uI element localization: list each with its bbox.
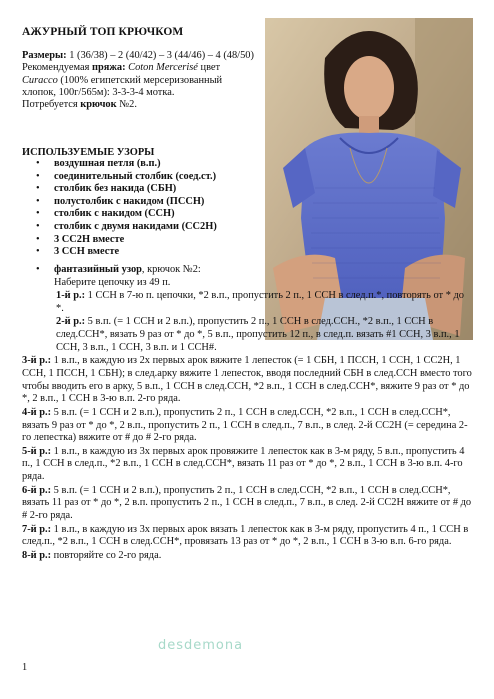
pattern-row xyxy=(22,446,474,484)
intro-block xyxy=(22,50,258,111)
list-item xyxy=(22,234,217,247)
row-text: 1 ССН в 7-ю п. цепочки, *2 в.п., пропустить 2 п., 1 ССН в след.п.*, повторять от * до *. xyxy=(56,290,464,314)
bullet-icon: • xyxy=(36,264,40,275)
watermark: desdemona xyxy=(158,638,244,653)
pattern-row xyxy=(22,524,474,549)
row-label: 1-й р.: xyxy=(56,290,86,301)
cast-on-line: Наберите цепочку из 49 п. xyxy=(54,276,171,288)
list-item xyxy=(22,208,217,221)
pattern-row xyxy=(22,355,474,405)
yarn-label: пряжа: xyxy=(91,62,126,74)
sizes-line xyxy=(22,50,258,62)
row-label: 6-й р.: xyxy=(22,484,52,496)
hook-prefix: Потребуется xyxy=(22,99,81,111)
definition-text: воздушная петля (в.п.) xyxy=(54,158,161,169)
yarn-description: (100% египетский мерсеризованный хлопок, 100г/565м): 3-3-3-4 мотка. xyxy=(22,74,223,98)
pattern-row xyxy=(22,407,474,445)
list-item xyxy=(22,158,217,171)
fancy-pattern-label: фантазийный узор xyxy=(54,264,142,275)
patterns-heading: ИСПОЛЬЗУЕМЫЕ УЗОРЫ xyxy=(22,147,155,158)
row-text: 1 в.п., в каждую из 3х первых арок провяжите 1 лепесток как в 3-м ряду, 5 в.п., пропустить 4 п., 1 ССН в след.п., *2 в.п., 1 ССН в след.ССН*, вязать 11 раз от * до *, 2 в.п., 1 ССН в 3-ю в.п. 4-го ряда. xyxy=(22,445,465,483)
list-item xyxy=(22,171,217,184)
list-item xyxy=(22,196,217,209)
definition-text: 3 СС2Н вместе xyxy=(54,233,125,245)
definition-text: 3 ССН вместе xyxy=(54,246,120,258)
page-title: АЖУРНЫЙ ТОП КРЮЧКОМ xyxy=(22,26,184,38)
list-item xyxy=(22,221,217,234)
bullet-icon: • xyxy=(36,233,40,245)
bullet-icon: • xyxy=(36,183,40,195)
yarn-color: Curacco xyxy=(22,74,58,86)
bullet-icon: • xyxy=(36,195,40,207)
pattern-row xyxy=(22,485,474,523)
fancy-pattern-hook: , крючок №2: xyxy=(141,264,201,275)
yarn-mid: цвет xyxy=(197,62,221,74)
fancy-pattern-line xyxy=(22,264,201,277)
pattern-row xyxy=(22,290,474,315)
row-text: 5 в.п. (= 1 ССН и 2 в.п.), пропустить 2 п., 1 ССН в след.ССН., *2 в.п., 1 ССН в след.ССН*, вязать 9 раз от * до *, 5 в.п., пропустить 12 п., в след.п. вязать #1 ССН, 3 в.п., 1 ССН, 3 в.п., 1 ССН, 3 в.п. и 1 ССН#. xyxy=(56,316,460,353)
definition-text: полустолбик с накидом (ПССН) xyxy=(54,195,205,207)
list-item xyxy=(22,183,217,196)
hook-value: №2. xyxy=(116,99,137,111)
hook-label: крючок xyxy=(80,99,117,111)
bullet-icon: • xyxy=(36,158,40,169)
pattern-rows xyxy=(22,290,474,564)
sizes-label: Размеры: xyxy=(22,50,67,61)
row-label: 5-й р.: xyxy=(22,445,52,457)
definition-text: соединительный столбик (соед.ст.) xyxy=(54,170,217,182)
yarn-prefix: Рекомендуемая xyxy=(22,62,92,74)
pattern-row xyxy=(22,316,474,354)
pattern-row xyxy=(22,550,474,563)
bullet-icon: • xyxy=(36,208,40,220)
definition-text: столбик без накида (СБН) xyxy=(54,183,177,195)
page-number: 1 xyxy=(22,662,28,673)
definitions-list xyxy=(22,158,217,259)
row-text: 1 в.п., в каждую из 2х первых арок вяжите 1 лепесток (= 1 СБН, 1 ПССН, 1 ССН, 1 СС2Н, 1 ССН, 1 ПССН, 1 СБН); в след.арку вяжите 1 лепесток, вводя последний СБН в след.ССН вместо того чтобы вводить его в арку, 5 в.п., 1 ССН в след.ССН, *2 в.п., 1 ССН в след.ССН*, вяжите 9 раз от * до *, 2 в.п., 1 ССН в 3-ю в.п. 2-го ряда. xyxy=(22,355,472,405)
row-label: 3-й р.: xyxy=(22,355,52,367)
row-text: 5 в.п. (= 1 ССН и 2 в.п.), пропустить 2 п., 1 ССН в след.ССН, *2 в.п., 1 ССН в след.ССН*, вязать 9 раз от * до *, 2 в.п., пропустить 2 п., 1 ССН в след.п., 7 в.п., в след. 2-й СС2Н (= середина 2-го лепестка) вяжите от # до # 2-го ряда. xyxy=(22,406,468,444)
definition-text: столбик с двумя накидами (СС2Н) xyxy=(54,220,217,232)
bullet-icon: • xyxy=(36,170,40,182)
row-text: 5 в.п. (= 1 ССН и 2 в.п.), пропустить 2 п., 1 ССН в след.ССН, *2 в.п., 1 ССН в след.ССН*, вязать 11 раз от * до *, 2 в.п. пропустить 2 п., 1 ССН в след.п., 7 в.п., в след. 2-й СС2Н вяжите от # до # 2-го ряда. xyxy=(22,484,472,522)
bullet-icon: • xyxy=(36,220,40,232)
sizes-value: 1 (36/38) – 2 (40/42) – 3 (44/46) – 4 (48/50) xyxy=(66,50,254,61)
row-label: 4-й р.: xyxy=(22,406,52,418)
yarn-name: Coton Mercerisé xyxy=(128,62,198,74)
bullet-icon: • xyxy=(36,246,40,258)
yarn-line xyxy=(22,62,258,99)
row-text: 1 в.п., в каждую из 3х первых арок вязать 1 лепесток как в 3-м ряду, пропустить 4 п., 1 ССН в след.п., *2 в.п., 1 ССН в след.ССН*, провязать 13 раз от * до *, 2 в.п., 1 ССН в 3-ю в.п. 6-го ряда. xyxy=(22,523,469,548)
row-label: 2-й р.: xyxy=(56,316,86,328)
list-item xyxy=(22,246,217,259)
row-label: 7-й р.: xyxy=(22,523,52,535)
definition-text: столбик с накидом (ССН) xyxy=(54,208,175,220)
fancy-pattern-block xyxy=(22,264,201,289)
row-label: 8-й р.: xyxy=(22,550,52,562)
hook-line xyxy=(22,99,258,111)
row-text: повторяйте со 2-го ряда. xyxy=(51,550,162,562)
